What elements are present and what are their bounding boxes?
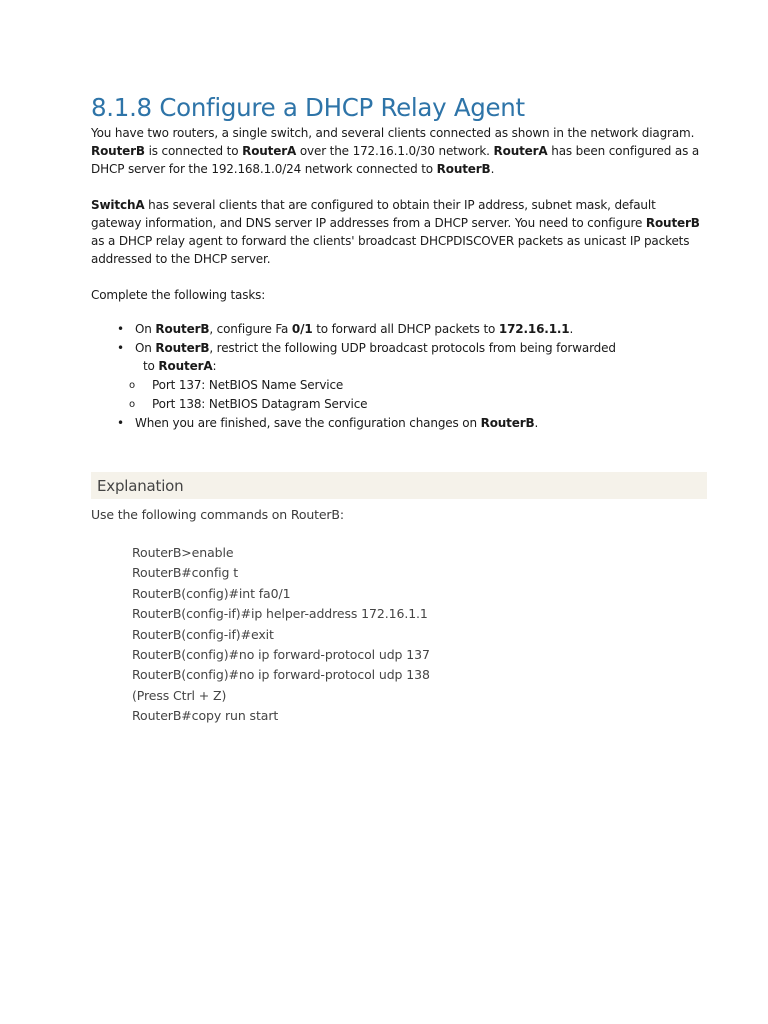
text-run: You have two routers, a single switch, and several clients connected as shown in the network diagram. bbox=[91, 126, 695, 140]
text-run: network connected to bbox=[301, 162, 437, 176]
text-run: is connected to bbox=[144, 144, 243, 158]
list-item bbox=[91, 339, 707, 414]
command-line: RouterB(config-if)#ip helper-address 172.16.1.1 bbox=[132, 606, 428, 622]
text-run: When you are finished, save the configuration changes on bbox=[135, 415, 481, 430]
router-b-ref: RouterB bbox=[91, 144, 145, 158]
text-run: . bbox=[490, 162, 495, 176]
command-line: RouterB(config)#no ip forward-protocol udp 137 bbox=[132, 647, 430, 663]
circle-bullet-icon: o bbox=[129, 379, 135, 391]
text-run: has several clients that are configured to obtain their IP address, subnet mask, default gateway information, and DNS server IP addresses from a DHCP server. You need to configure bbox=[91, 198, 656, 230]
list-item bbox=[91, 376, 707, 395]
bullet-icon: • bbox=[117, 415, 124, 430]
bullet-icon: • bbox=[117, 340, 124, 355]
text-run: On bbox=[135, 322, 156, 336]
command-line: RouterB#config t bbox=[132, 565, 238, 581]
list-item bbox=[91, 414, 707, 433]
paragraph-spacer bbox=[91, 304, 707, 320]
router-a-ref: RouterA bbox=[158, 359, 213, 373]
text-run: . bbox=[534, 415, 539, 430]
text-run: network. bbox=[434, 144, 494, 158]
text-run: , configure Fa bbox=[209, 322, 292, 336]
bullet-icon: • bbox=[117, 322, 124, 336]
port-137-item: Port 137: NetBIOS Name Service bbox=[152, 377, 344, 392]
text-run: to bbox=[143, 359, 159, 373]
ip-address: 172.16.1.1 bbox=[498, 322, 570, 336]
explanation-heading: Explanation bbox=[97, 477, 184, 495]
list-item bbox=[91, 320, 707, 339]
router-b-ref: RouterB bbox=[155, 340, 210, 355]
router-a-ref: RouterA bbox=[493, 144, 548, 158]
tasks-intro: Complete the following tasks: bbox=[91, 288, 266, 302]
text-run: . bbox=[569, 322, 574, 336]
text-run: has been configured as a DHCP server for the bbox=[91, 144, 700, 176]
interface-ref: 0/1 bbox=[291, 322, 313, 336]
document-body bbox=[91, 92, 707, 432]
command-line: RouterB(config-if)#exit bbox=[132, 626, 274, 642]
text-run: over the bbox=[296, 144, 353, 158]
list-item bbox=[91, 395, 707, 414]
network-address: 172.16.1.0/30 bbox=[352, 144, 435, 158]
router-b-ref: RouterB bbox=[436, 162, 491, 176]
intro-paragraph-switch bbox=[91, 196, 707, 268]
explanation-header bbox=[91, 472, 707, 499]
text-run: : bbox=[212, 359, 217, 373]
command-line: RouterB(config)#int fa0/1 bbox=[132, 585, 291, 601]
command-line: RouterB>enable bbox=[132, 545, 234, 560]
text-run: to forward all DHCP packets to bbox=[312, 322, 499, 336]
router-b-ref: RouterB bbox=[645, 216, 700, 230]
text-run: On bbox=[135, 340, 156, 355]
text-run: , restrict the following UDP broadcast protocols from being forwarded bbox=[209, 340, 616, 355]
port-list bbox=[91, 376, 707, 414]
task-list bbox=[91, 320, 707, 432]
explanation-intro: Use the following commands on RouterB: bbox=[91, 507, 344, 522]
intro-paragraph-network bbox=[91, 124, 707, 178]
router-a-ref: RouterA bbox=[242, 144, 297, 158]
switch-a-ref: SwitchA bbox=[91, 198, 145, 212]
router-b-ref: RouterB bbox=[155, 322, 210, 336]
network-address: 192.168.1.0/24 bbox=[211, 162, 302, 176]
text-run: as a DHCP relay agent to forward the clients' broadcast DHCPDISCOVER packets as unicast IP packets addressed to the DHCP server. bbox=[91, 234, 690, 266]
port-138-item: Port 138: NetBIOS Datagram Service bbox=[152, 396, 368, 411]
paragraph-spacer bbox=[91, 178, 707, 196]
command-line: RouterB#copy run start bbox=[132, 708, 279, 724]
paragraph-spacer bbox=[91, 268, 707, 286]
line-continuation bbox=[135, 357, 707, 376]
command-line: (Press Ctrl + Z) bbox=[132, 687, 227, 703]
command-list bbox=[132, 543, 430, 727]
command-line: RouterB(config)#no ip forward-protocol udp 138 bbox=[132, 667, 430, 683]
page-title: 8.1.8 Configure a DHCP Relay Agent bbox=[91, 93, 525, 122]
router-b-ref: RouterB bbox=[480, 415, 535, 430]
circle-bullet-icon: o bbox=[129, 398, 135, 410]
